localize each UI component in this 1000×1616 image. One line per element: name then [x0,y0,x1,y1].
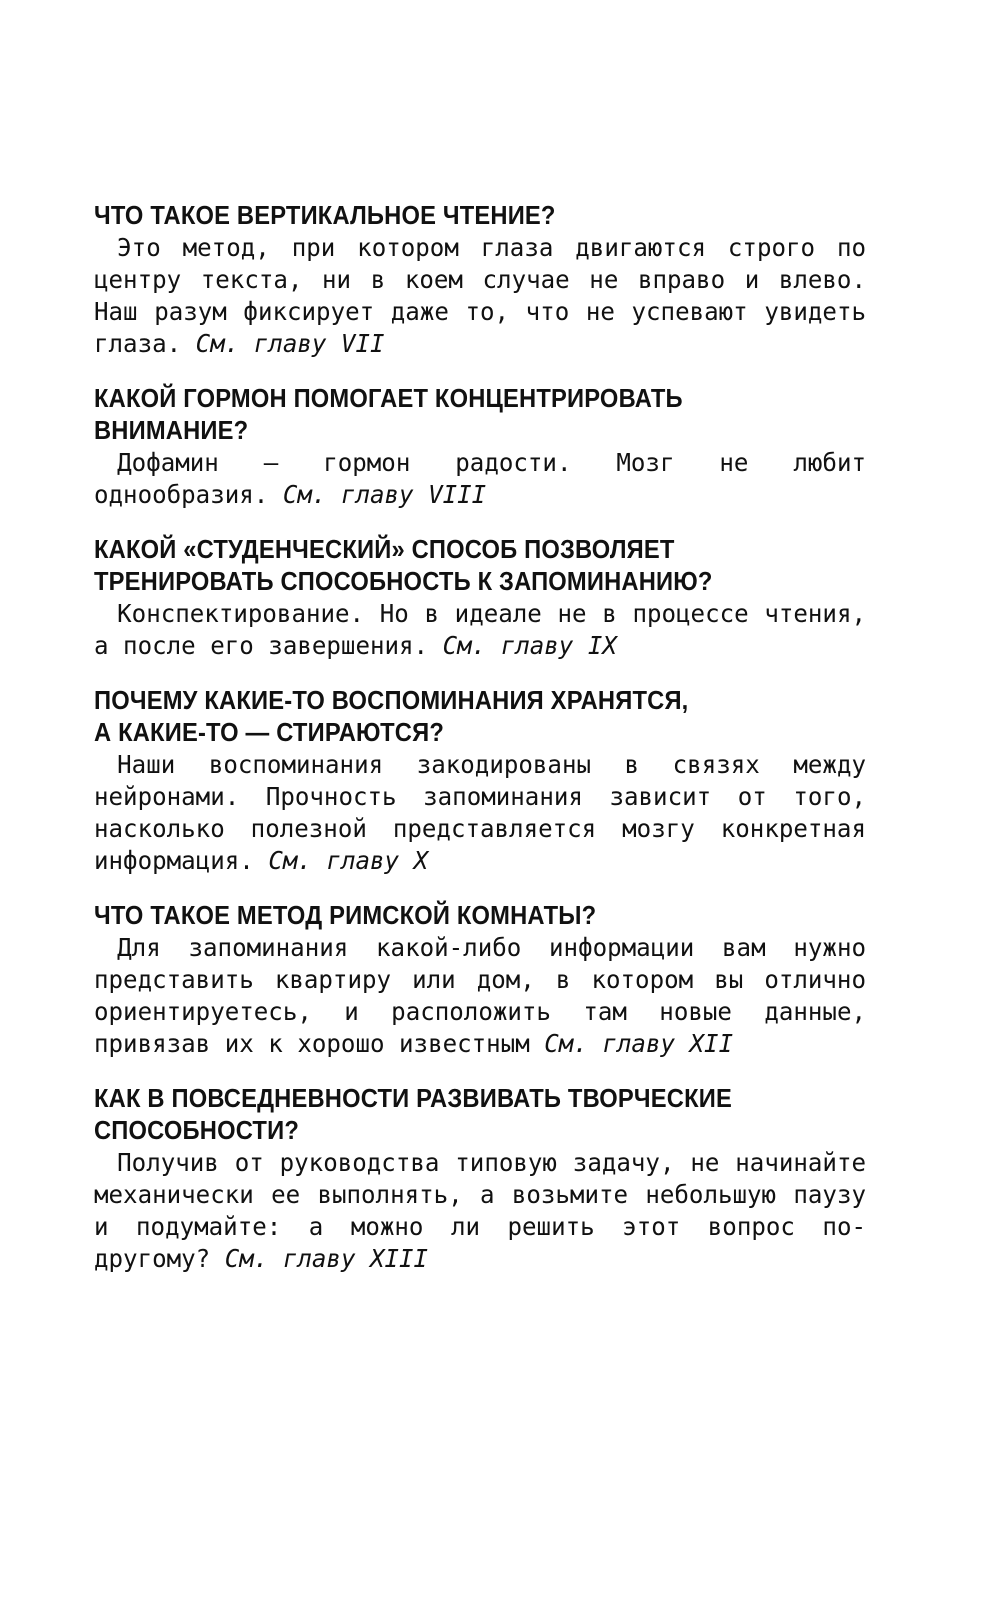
answer-body: Наши воспоминания закодированы в связях между нейронами. Прочность запоминания зависит от того, насколько полезной представляется мозгу конкретная информация. [94,750,866,875]
page-content [94,200,864,1298]
answer-text [94,749,866,877]
chapter-reference: См. главу XIII [224,1244,429,1273]
question-heading: ПОЧЕМУ КАКИЕ-ТО ВОСПОМИНАНИЯ ХРАНЯТСЯ, А КАКИЕ-ТО — СТИРАЮТСЯ? [94,687,689,747]
question-heading: ЧТО ТАКОЕ МЕТОД РИМСКОЙ КОМНАТЫ? [94,902,597,930]
qa-entry [94,383,864,511]
qa-entry [94,685,864,877]
chapter-reference: См. главу VIII [282,480,487,509]
qa-entry [94,900,864,1060]
answer-body: Получив от руководства типовую задачу, не начинайте механически ее выполнять, а возьмите небольшую паузу и подумайте: а можно ли решить этот вопрос по-другому? [94,1148,866,1273]
qa-entry [94,1083,864,1275]
chapter-reference: См. главу X [268,846,429,875]
answer-text [94,232,866,360]
question-heading: КАК В ПОВСЕДНЕВНОСТИ РАЗВИВАТЬ ТВОРЧЕСКИЕ СПОСОБНОСТИ? [94,1085,732,1145]
question-heading: ЧТО ТАКОЕ ВЕРТИКАЛЬНОЕ ЧТЕНИЕ? [94,202,556,230]
answer-text [94,447,866,511]
qa-entry [94,200,864,360]
answer-body: Конспектирование. Но в идеале не в процессе чтения, а после его завершения. [94,599,866,660]
answer-body: Для запоминания какой-либо информации вам нужно представить квартиру или дом, в котором вы отлично ориентируетесь, и расположить там новые данные, привязав их к хорошо известным [94,933,866,1058]
answer-text [94,1147,866,1275]
question-heading: КАКОЙ ГОРМОН ПОМОГАЕТ КОНЦЕНТРИРОВАТЬ ВНИМАНИЕ? [94,385,683,445]
answer-text [94,598,866,662]
qa-entry [94,534,864,662]
question-heading: КАКОЙ «СТУДЕНЧЕСКИЙ» СПОСОБ ПОЗВОЛЯЕТ ТРЕНИРОВАТЬ СПОСОБНОСТЬ К ЗАПОМИНАНИЮ? [94,536,713,596]
answer-body: Это метод, при котором глаза двигаются строго по центру текста, ни в коем случае не вправо и влево. Наш разум фиксирует даже то, что не успевают увидеть глаза. [94,233,866,358]
answer-body: Дофамин — гормон радости. Мозг не любит однообразия. [94,448,866,509]
chapter-reference: См. главу IX [442,631,617,660]
answer-text [94,932,866,1060]
chapter-reference: См. главу VII [195,329,385,358]
chapter-reference: См. главу XII [544,1029,734,1058]
